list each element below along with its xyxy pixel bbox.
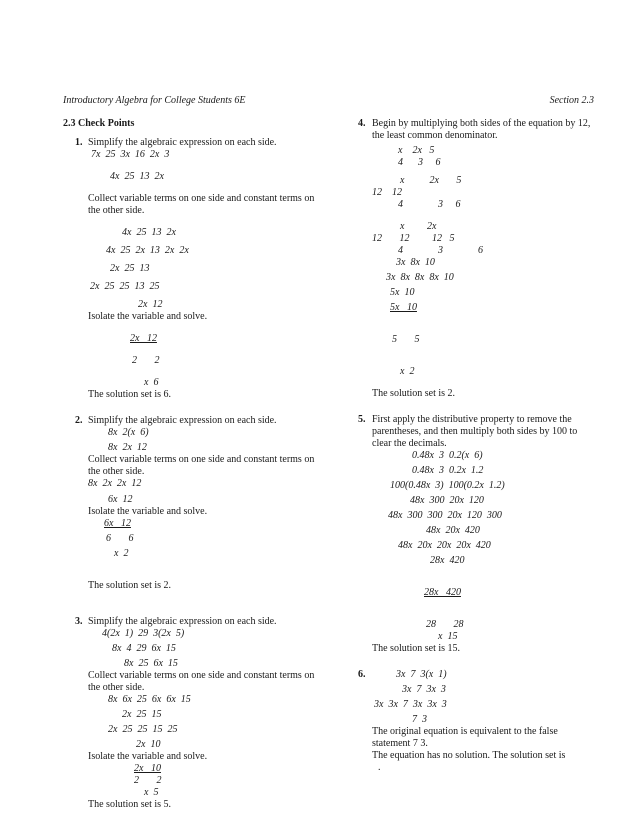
problem-number: 6. bbox=[358, 669, 366, 680]
solution-text: The solution set is 2. bbox=[372, 388, 456, 399]
equation-line: 48x 300 300 20x 120 300 bbox=[388, 510, 502, 521]
problem-number: 4. bbox=[358, 118, 366, 129]
problem-2 bbox=[63, 415, 328, 592]
problem-6 bbox=[358, 669, 598, 774]
equation-line: 6x 12 bbox=[104, 518, 131, 529]
equation-line: 8x 2(x 6) bbox=[108, 427, 149, 438]
equation-line: 8x 2x 2x 12 bbox=[88, 478, 142, 489]
instruction: First apply the distributive property to remove the parentheses, and then multiply both sides by 100 to clear the decimals. bbox=[372, 414, 578, 449]
instruction: Begin by multiplying both sides of the equation by 12, the least common denominator. bbox=[372, 118, 591, 141]
equation-line: 4 3 6 bbox=[398, 157, 441, 168]
problem-number: 5. bbox=[358, 414, 366, 425]
equation-line: 3x 7 3x 3 bbox=[402, 684, 446, 695]
header-section: Section 2.3 bbox=[549, 95, 594, 106]
equation-line: 0.48x 3 0.2x 1.2 bbox=[412, 465, 484, 476]
problem-number: 1. bbox=[75, 137, 83, 148]
equation-line: x 2x bbox=[400, 221, 437, 232]
solution-text: The solution set is 6. bbox=[88, 389, 172, 400]
equation-line: 8x 6x 25 6x 6x 15 bbox=[108, 694, 191, 705]
equation-line: x 6 bbox=[144, 377, 159, 388]
equation-line: 4x 25 13 2x bbox=[122, 227, 176, 238]
equation-line: 0.48x 3 0.2(x 6) bbox=[412, 450, 483, 461]
problem-number: 3. bbox=[75, 616, 83, 627]
equation-line: 48x 300 20x 120 bbox=[410, 495, 484, 506]
equation-line: 8x 25 6x 15 bbox=[124, 658, 178, 669]
equation-line: x 2 bbox=[400, 366, 415, 377]
equation-line: 12 12 12 5 bbox=[372, 233, 455, 244]
equation-line: 12 12 bbox=[372, 187, 402, 198]
equation-line: 100(0.48x 3) 100(0.2x 1.2) bbox=[390, 480, 505, 491]
equation-line: 3x 8x 10 bbox=[396, 257, 435, 268]
instruction: Simplify the algebraic expression on each side. bbox=[88, 137, 277, 148]
problem-number: 2. bbox=[75, 415, 83, 426]
equation-line: 6x 12 bbox=[108, 494, 133, 505]
problem-3 bbox=[63, 616, 328, 811]
equation-line: 2x 12 bbox=[130, 333, 157, 344]
equation-line: 2x 10 bbox=[136, 739, 161, 750]
right-column bbox=[358, 118, 598, 788]
header-book-title: Introductory Algebra for College Students 6E bbox=[63, 95, 246, 106]
equation-line: 3x 8x 8x 8x 10 bbox=[386, 272, 454, 283]
equation-line: 2 2 bbox=[134, 775, 162, 786]
instruction: Collect variable terms on one side and constant terms on the other side. bbox=[88, 670, 315, 693]
problem-1 bbox=[63, 137, 328, 401]
equation-line: 2x 25 25 15 25 bbox=[108, 724, 178, 735]
equation-line: 6 6 bbox=[106, 533, 134, 544]
equation-line: 4x 25 13 2x bbox=[110, 171, 164, 182]
equation-line: 7x 25 3x 16 2x 3 bbox=[91, 149, 170, 160]
equation-line: 4 3 6 bbox=[398, 199, 461, 210]
equation-line: 3x 7 3(x 1) bbox=[396, 669, 447, 680]
instruction: Simplify the algebraic expression on each side. bbox=[88, 415, 277, 426]
equation-line: 5x 10 bbox=[390, 302, 417, 313]
instruction: Collect variable terms on one side and constant terms on the other side. bbox=[88, 193, 315, 216]
equation-line: x 2x 5 bbox=[398, 145, 435, 156]
solution-text: The solution set is 15. bbox=[372, 643, 461, 654]
problem-4 bbox=[358, 118, 598, 400]
equation-line: 7 3 bbox=[412, 714, 427, 725]
equation-line: 2x 25 13 bbox=[110, 263, 150, 274]
equation-line: 48x 20x 20x 20x 420 bbox=[398, 540, 491, 551]
equation-line: 3x 3x 7 3x 3x 3 bbox=[374, 699, 447, 710]
instruction: Simplify the algebraic expression on each side. bbox=[88, 616, 277, 627]
instruction: Isolate the variable and solve. bbox=[88, 311, 208, 322]
solution-text: The solution set is 2. bbox=[88, 580, 172, 591]
problem-5 bbox=[358, 414, 598, 655]
equation-line: x 15 bbox=[438, 631, 458, 642]
equation-line: 28x 420 bbox=[424, 587, 461, 598]
statement-text: The equation has no solution. The solution set is bbox=[372, 750, 566, 761]
equation-line: 4(2x 1) 29 3(2x 5) bbox=[102, 628, 185, 639]
statement-text: The original equation is equivalent to the false statement 7 3. bbox=[372, 726, 558, 749]
statement-text: . bbox=[378, 762, 381, 773]
equation-line: 5 5 bbox=[392, 334, 420, 345]
section-title: 2.3 Check Points bbox=[63, 118, 135, 129]
equation-line: 2x 12 bbox=[138, 299, 163, 310]
instruction: Isolate the variable and solve. bbox=[88, 751, 208, 762]
solution-text: The solution set is 5. bbox=[88, 799, 172, 810]
equation-line: 28x 420 bbox=[430, 555, 465, 566]
equation-line: 2x 10 bbox=[134, 763, 161, 774]
equation-line: 2x 25 15 bbox=[122, 709, 162, 720]
equation-line: x 2 bbox=[114, 548, 129, 559]
equation-line: 4 3 6 bbox=[398, 245, 483, 256]
equation-line: 48x 20x 420 bbox=[426, 525, 480, 536]
left-column bbox=[63, 118, 328, 825]
instruction: Collect variable terms on one side and constant terms on the other side. bbox=[88, 454, 315, 477]
equation-line: x 2x 5 bbox=[400, 175, 462, 186]
equation-line: 2 2 bbox=[132, 355, 160, 366]
equation-line: 2x 25 25 13 25 bbox=[90, 281, 160, 292]
equation-line: 5x 10 bbox=[390, 287, 415, 298]
equation-line: 28 28 bbox=[426, 619, 464, 630]
instruction: Isolate the variable and solve. bbox=[88, 506, 208, 517]
equation-line: 8x 2x 12 bbox=[108, 442, 147, 453]
equation-line: 8x 4 29 6x 15 bbox=[112, 643, 176, 654]
equation-line: x 5 bbox=[144, 787, 159, 798]
equation-line: 4x 25 2x 13 2x 2x bbox=[106, 245, 189, 256]
